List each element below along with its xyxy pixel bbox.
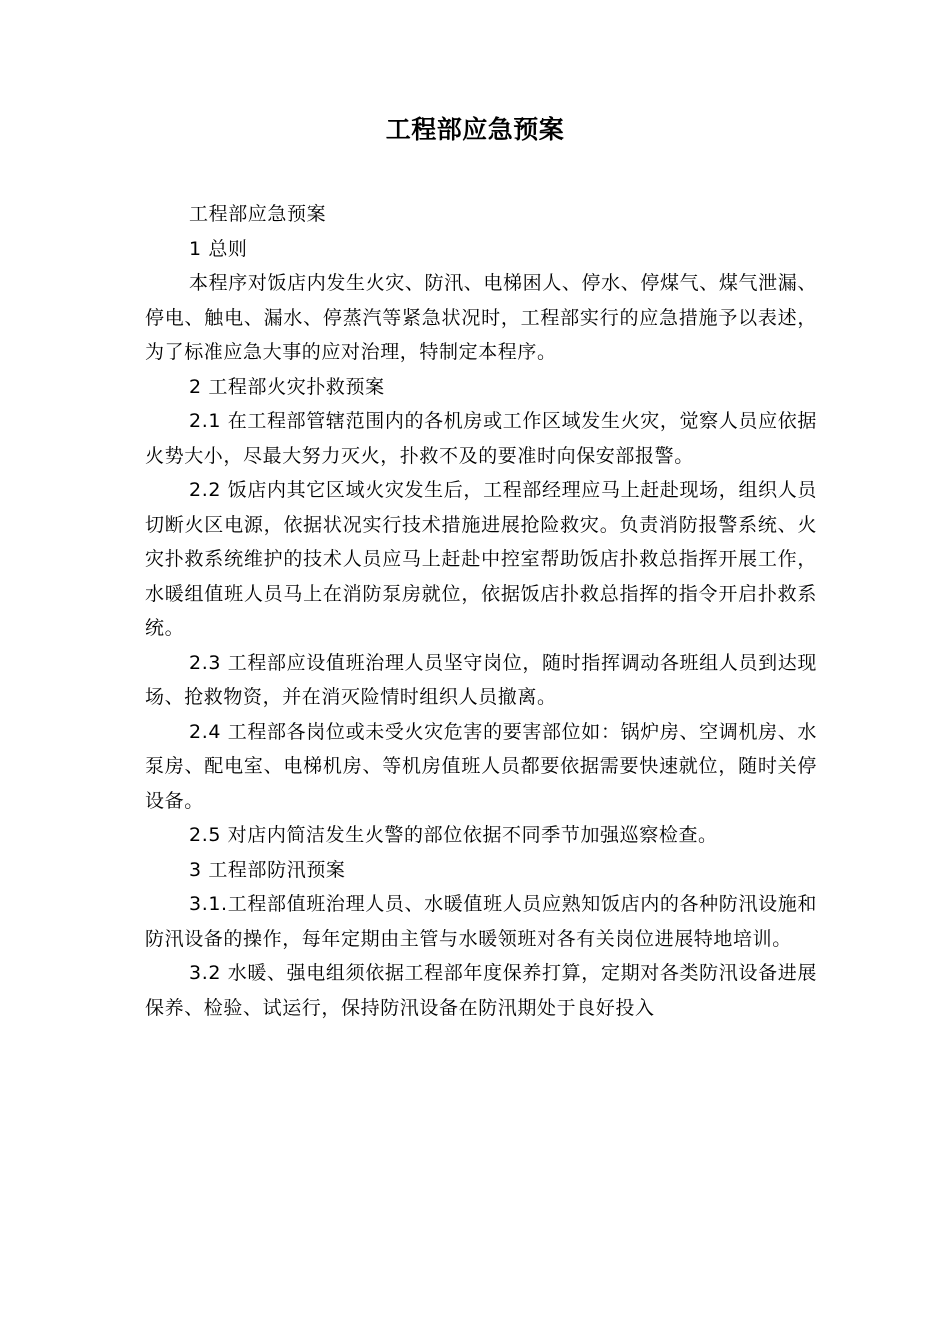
paragraph-2-2: 2.2 饭店内其它区域火灾发生后，工程部经理应马上赶赴现场，组织人员切断火区电源，依据状况实行技术措施进展抢险救灾。负责消防报警系统、火灾扑救系统维护的技术人员应马上赶赴中控室帮助饭店扑救总指挥开展工作，水暖组值班人员马上在消防泵房就位，依据饭店扑救总指挥的指令开启扑救系统。 (145, 479, 817, 639)
section-heading-general: 1 总则 (189, 237, 248, 260)
paragraph-3-2: 3.2 水暖、强电组须依据工程部年度保养打算，定期对各类防汛设备进展保养、检验、试运行，保持防汛设备在防汛期处于良好投入 (145, 962, 817, 1019)
paragraph-2-3: 2.3 工程部应设值班治理人员坚守岗位，随时指挥调动各班组人员到达现场、抢救物资，并在消灭险情时组织人员撤离。 (145, 651, 817, 708)
section-heading-fire: 2 工程部火灾扑救预案 (189, 375, 385, 398)
paragraph-3-1: 3.1.工程部值班治理人员、水暖值班人员应熟知饭店内的各种防汛设施和防汛设备的操作，每年定期由主管与水暖领班对各有关岗位进展特地培训。 (145, 893, 817, 950)
paragraph-2-5: 2.5 对店内简洁发生火警的部位依据不同季节加强巡察检查。 (189, 824, 718, 846)
paragraph-2-4: 2.4 工程部各岗位或未受火灾危害的要害部位如：锅炉房、空调机房、水泵房、配电室、电梯机房、等机房值班人员都要依据需要快速就位，随时关停设备。 (145, 720, 817, 812)
document-body (145, 197, 817, 1025)
document-title: 工程部应急预案 (385, 115, 565, 144)
paragraph-general: 本程序对饭店内发生火灾、防汛、电梯困人、停水、停煤气、煤气泄漏、停电、触电、漏水、停蒸汽等紧急状况时，工程部实行的应急措施予以表述，为了标准应急大事的应对治理，特制定本程序。 (145, 272, 817, 363)
paragraph-2-1: 2.1 在工程部管辖范围内的各机房或工作区域发生火灾，觉察人员应依据火势大小，尽最大努力灭火，扑救不及的要准时向保安部报警。 (145, 410, 817, 467)
paragraph-heading: 工程部应急预案 (189, 203, 327, 225)
section-heading-flood: 3 工程部防汛预案 (189, 858, 346, 881)
